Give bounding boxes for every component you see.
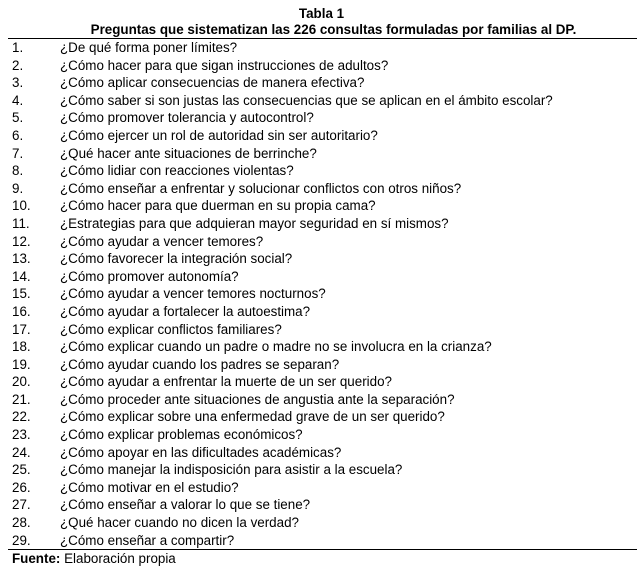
table-row [8,408,637,426]
question-number: 15. [12,286,31,302]
question-text: ¿Cómo ayudar a fortalecer la autoestima? [60,303,311,319]
table-row [8,162,637,180]
question-text: ¿Cómo explicar conflictos familiares? [60,321,282,337]
table-row [8,250,637,268]
table-row [8,496,637,514]
questions-table [8,38,637,550]
question-number: 2. [12,57,24,73]
question-text: ¿Cómo explicar problemas económicos? [60,427,303,443]
table-caption [0,0,643,38]
question-text: ¿Estrategias para que adquieran mayor seguridad en sí mismos? [60,215,449,231]
table-row [8,479,637,497]
question-number: 26. [12,479,31,495]
table-source [12,550,176,567]
question-text: ¿Cómo enseñar a valorar lo que se tiene? [60,497,311,513]
table-row [8,303,637,321]
question-number: 22. [12,409,31,425]
question-number: 25. [12,462,31,478]
question-text: ¿Cómo enseñar a enfrentar y solucionar conflictos con otros niños? [60,180,462,196]
question-number: 18. [12,339,31,355]
question-text: ¿Cómo saber si son justas las consecuencias que se aplican en el ámbito escolar? [60,92,553,108]
question-number: 9. [12,180,24,196]
question-number: 17. [12,321,31,337]
question-number: 11. [12,215,30,231]
table-row [8,373,637,391]
question-text: ¿Cómo enseñar a compartir? [60,532,235,548]
question-text: ¿Cómo aplicar consecuencias de manera efectiva? [60,75,365,91]
table-row [8,145,637,163]
question-text: ¿Cómo manejar la indisposición para asistir a la escuela? [60,462,403,478]
question-text: ¿Cómo apoyar en las dificultades académicas? [60,444,342,460]
question-number: 16. [12,303,31,319]
table-row [8,391,637,409]
question-number: 24. [12,444,31,460]
question-number: 28. [12,515,31,531]
question-number: 29. [12,532,31,548]
question-text: ¿Cómo promover autonomía? [60,268,239,284]
source-label: Fuente: [12,551,61,566]
question-text: ¿Cómo promover tolerancia y autocontrol? [60,110,314,126]
table-row [8,532,637,550]
question-text: ¿Cómo ayudar a vencer temores? [60,233,264,249]
question-text: ¿Cómo hacer para que sigan instrucciones de adultos? [60,57,389,73]
question-text: ¿De qué forma poner límites? [60,40,238,55]
table-row [8,127,637,145]
question-number: 7. [12,145,24,161]
question-text: ¿Cómo lidiar con reacciones violentas? [60,163,294,179]
question-number: 4. [12,92,24,108]
question-number: 8. [12,163,24,179]
question-text: ¿Qué hacer cuando no dicen la verdad? [60,515,299,531]
table-row [8,321,637,339]
question-text: ¿Cómo ayudar a vencer temores nocturnos? [60,286,326,302]
question-number: 14. [12,268,31,284]
table-row [8,233,637,251]
question-text: ¿Cómo ayudar a enfrentar la muerte de un ser querido? [60,374,392,390]
question-text: ¿Qué hacer ante situaciones de berrinche? [60,145,317,161]
table-label: Tabla 1 [298,6,345,21]
question-text: ¿Cómo favorecer la integración social? [60,251,293,267]
table-row [8,180,637,198]
question-number: 12. [12,233,31,249]
table-row [8,426,637,444]
table-row [8,285,637,303]
question-number: 21. [12,391,31,407]
table-row [8,215,637,233]
question-number: 23. [12,427,31,443]
question-text: ¿Cómo ayudar cuando los padres se separan? [60,356,340,372]
question-number: 20. [12,374,31,390]
table-row [8,39,637,57]
source-text: Elaboración propia [64,551,176,566]
table-row [8,57,637,75]
question-number: 5. [12,110,24,126]
table-row [8,461,637,479]
table-row [8,356,637,374]
question-text: ¿Cómo explicar cuando un padre o madre no se involucra en la crianza? [60,339,492,355]
question-number: 1. [12,40,24,55]
question-number: 3. [12,75,24,91]
table-title: Preguntas que sistematizan las 226 consultas formuladas por familias al DP. [90,22,577,37]
table-row [8,514,637,532]
table-row [8,74,637,92]
question-text: ¿Cómo proceder ante situaciones de angustia ante la separación? [60,391,455,407]
question-text: ¿Cómo hacer para que duerman en su propia cama? [60,198,376,214]
question-number: 19. [12,356,31,372]
table-row [8,109,637,127]
table-row [8,268,637,286]
question-number: 27. [12,497,31,513]
question-text: ¿Cómo motivar en el estudio? [60,479,239,495]
question-text: ¿Cómo explicar sobre una enfermedad grave de un ser querido? [60,409,445,425]
question-number: 6. [12,127,24,143]
question-text: ¿Cómo ejercer un rol de autoridad sin ser autoritario? [60,127,378,143]
table-row [8,197,637,215]
question-number: 10. [12,198,31,214]
question-number: 13. [12,251,31,267]
table-row [8,444,637,462]
table-row [8,92,637,110]
table-row [8,338,637,356]
